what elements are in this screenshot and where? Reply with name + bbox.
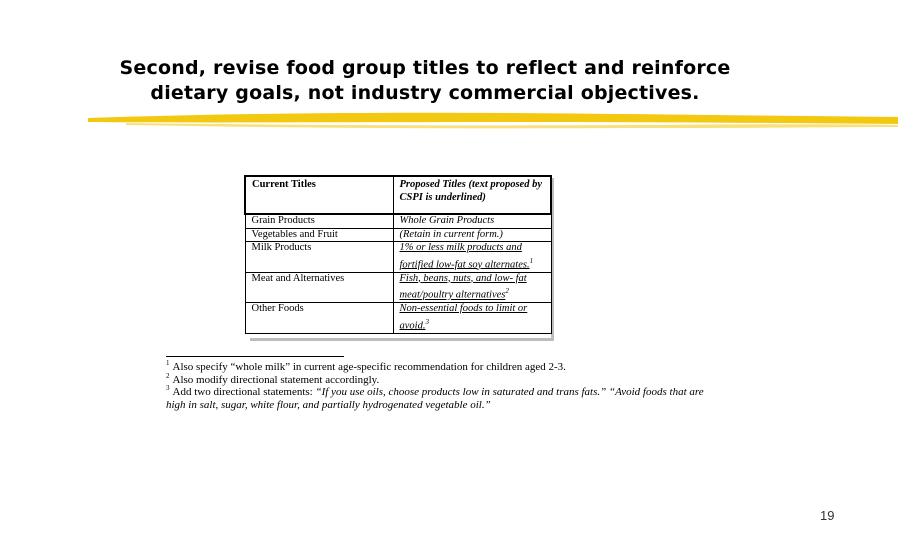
- table-shadow-bottom: [250, 338, 554, 341]
- current-title-cell: Other Foods: [245, 303, 393, 334]
- table-row: [245, 272, 551, 303]
- proposed-title-cell: Whole Grain Products: [393, 214, 551, 228]
- table-row: [245, 242, 551, 273]
- table-row: [245, 214, 551, 228]
- footnote-ref: 2: [505, 287, 509, 295]
- title-underline-brush: [86, 108, 900, 132]
- footnote-2: $^2$ Also modify directional statement accordingly.: [166, 371, 380, 386]
- footnote-1: $^1$ Also specify “whole milk” in current age-specific recommendation for children aged 2-3.: [166, 359, 566, 373]
- current-title-cell: Grain Products: [245, 214, 393, 228]
- table-row: [245, 303, 551, 334]
- table-header-row: [245, 176, 551, 214]
- current-title-cell: Vegetables and Fruit: [245, 228, 393, 242]
- page-number: 19: [820, 508, 835, 523]
- footnotes: [166, 361, 716, 411]
- slide-title-line-2: dietary goals, not industry commercial objectives.: [150, 82, 700, 104]
- proposed-title-cell: 1% or less milk products and fortified low-fat soy alternates.$^1$: [393, 242, 551, 273]
- slide-title: [60, 56, 790, 106]
- proposed-title-cell: Fish, beans, nuts, and low- fat meat/poultry alternatives$^2$: [393, 272, 551, 303]
- slide-title-line-1: Second, revise food group titles to reflect and reinforce: [119, 57, 731, 79]
- table-row: [245, 228, 551, 242]
- current-title-cell: Milk Products: [245, 242, 393, 273]
- footnote-rule: [166, 356, 344, 357]
- current-title-cell: Meat and Alternatives: [245, 272, 393, 303]
- header-proposed-titles: Proposed Titles (text proposed by CSPI is underlined): [393, 176, 551, 214]
- header-current-titles: Current Titles: [245, 176, 393, 214]
- food-group-titles-table: [244, 175, 552, 334]
- footnote-ref: 1: [529, 256, 534, 265]
- footnote-3: $^3$ Add two directional statements: “If you use oils, choose products low in saturated and trans fats.” “Avoid foods that are high in salt, sugar, white flour, and partially hydrogenated vegetable oil.”: [166, 384, 704, 411]
- footnote-ref: 3: [425, 317, 429, 326]
- proposed-title-cell: (Retain in current form.): [393, 228, 551, 242]
- proposed-title-cell: Non-essential foods to limit or avoid.$^3$: [393, 303, 551, 334]
